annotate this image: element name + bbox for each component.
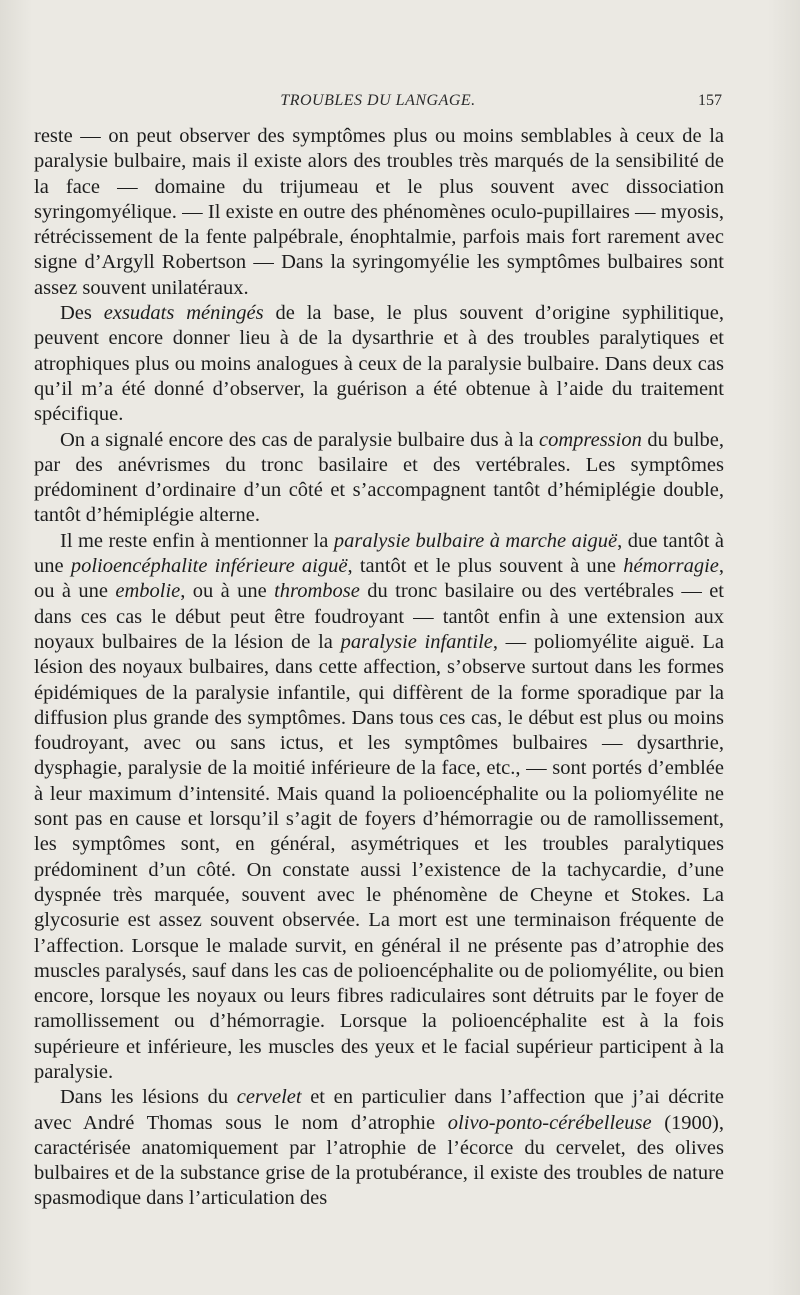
italic-term: paralysie infantile [340, 630, 493, 653]
page-number: 157 [698, 92, 722, 109]
text-run: , due tantôt à une [34, 529, 725, 578]
text-run: On a signalé encore des cas de paralysie bulbaire dus à la [60, 428, 539, 451]
paragraph [34, 1085, 724, 1211]
italic-term: hémorragie [623, 555, 719, 578]
italic-term: polioencéphalite inférieure aiguë [70, 555, 348, 578]
italic-term: compression [538, 428, 642, 451]
paragraph [34, 301, 724, 427]
text-run: Il me reste enfin à mentionner la [60, 529, 334, 552]
italic-term: olivo-ponto-cérébelleuse [447, 1111, 652, 1134]
text-run: du bulbe, par des anévrismes du tronc basilaire et des vertébrales. Les symptômes prédominent d’ordinaire d’un côté et s’accompagnent tantôt d’hémiplégie double, tantôt d’hémiplégie alterne. [34, 428, 724, 527]
text-run: Dans les lésions du [60, 1086, 237, 1109]
paragraph [34, 124, 724, 301]
text-run: reste — on peut observer des symptômes plus ou moins semblables à ceux de la paralysie bulbaire, mais il existe alors des troubles très marqués de la sensibilité de la face — domaine du trijumeau et le plus souvent avec dissociation syringomyélique. — Il existe en outre des phénomènes oculo-pupillaires — myosis, rétrécissement de la fente palpébrale, énophtalmie, parfois mais fort rarement avec signe d’Argyll Robertson — Dans la syringomyélie les symptômes bulbaires sont assez souvent unilatéraux. [34, 125, 724, 299]
text-run: , ou à une [180, 580, 275, 603]
text-run: (1900), caractérisée anatomiquement par l’atrophie de l’écorce du cervelet, des olives bulbaires et de la substance grise de la protubérance, il existe des troubles de nature spasmodique dans l’articulation des [34, 1111, 725, 1210]
page-header [34, 92, 722, 116]
text-run: , tantôt et le plus souvent à une [347, 555, 624, 578]
text-run: Des [60, 302, 104, 325]
italic-term: embolie [115, 580, 181, 603]
italic-term: thrombose [274, 580, 360, 603]
text-run: du tronc basilaire ou des vertébrales — et dans ces cas le début peut être foudroyant — tantôt enfin à une extension aux noyaux bulbaires de la lésion de la [34, 580, 725, 653]
paragraph [34, 428, 724, 529]
text-run: de la base, le plus souvent d’origine syphilitique, peuvent encore donner lieu à de la dysarthrie et à des troubles paralytiques et atrophiques plus ou moins analogues à ceux de la paralysie bulbaire. Dans deux cas qu’il m’a été donné d’observer, la guérison a été obtenue à l’aide du traitement spécifique. [34, 302, 724, 426]
running-title: TROUBLES DU LANGAGE. [280, 92, 476, 109]
text-run: et en particulier dans l’affection que j’ai décrite avec André Thomas sous le nom d’atrophie [34, 1086, 724, 1134]
italic-term: cervelet [236, 1086, 302, 1109]
body-text [34, 124, 724, 1212]
text-run: , — poliomyélite aiguë. La lésion des noyaux bulbaires, dans cette affection, s’observe surtout dans les formes épidémiques de la paralysie infantile, qui diffèrent de la forme sporadique par la diffusion plus grande des symptômes. Dans tous ces cas, le début est plus ou moins foudroyant, avec ou sans ictus, et les symptômes bulbaires — dysarthrie, dysphagie, paralysie de la moitié inférieure de la face, etc., — sont portés d’emblée à leur maximum d’intensité. Mais quand la polioencéphalite ou la poliomyélite ne sont pas en cause et lorsqu’il s’agit de foyers d’hémorragie ou de ramollissement, les symptômes sont, en général, asymétriques et les troubles paralytiques prédominent d’un côté. On constate aussi l’existence de la tachycardie, d’une dyspnée très marquée, souvent avec le phénomène de Cheyne et Stokes. La glycosurie est assez souvent observée. La mort est une terminaison fréquente de l’affection. Lorsque le malade survit, en général il ne présente pas d’atrophie des muscles paralysés, sauf dans les cas de polioencéphalite ou de poliomyélite, ou bien encore, lorsque les noyaux ou leurs fibres radiculaires sont détruits par le foyer de ramollissement ou d’hémorragie. Lorsque la polioencéphalite est à la fois supérieure et inférieure, les muscles des yeux et le facial supérieur participent à la paralysie. [34, 630, 725, 1083]
italic-term: exsudats méningés [103, 302, 264, 325]
italic-term: paralysie bulbaire à marche aiguë [333, 529, 618, 552]
text-run: , ou à une [34, 555, 724, 603]
paragraph [34, 529, 724, 1086]
